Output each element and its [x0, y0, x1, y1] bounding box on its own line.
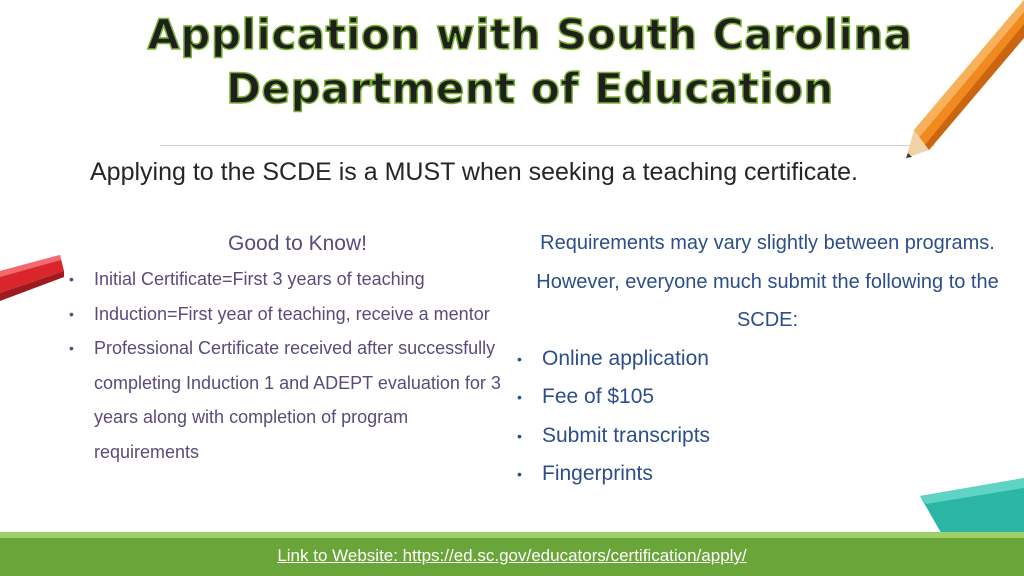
website-link[interactable]: Link to Website: https://ed.sc.gov/educators/certification/apply/ — [277, 546, 747, 565]
good-to-know-heading: Good to Know! — [228, 232, 367, 255]
good-to-know-section — [65, 232, 505, 469]
slide-subtitle: Applying to the SCDE is a MUST when seeking a teaching certificate. — [90, 158, 858, 186]
title-divider — [160, 145, 935, 146]
footer-highlight — [0, 532, 1024, 538]
pencil-icon — [904, 0, 1024, 160]
requirements-section — [515, 224, 1020, 494]
slide-title — [120, 8, 940, 116]
list-item: • Fee of $105 — [515, 378, 1020, 417]
requirements-intro: Requirements may vary slightly between programs. — [540, 232, 995, 254]
list-item: • Professional Certificate received after successfully completing Induction 1 and ADEPT evaluation for 3 years along with completion of program requirements — [65, 331, 505, 469]
list-item: • Initial Certificate=First 3 years of teaching — [65, 262, 505, 297]
list-item: • Fingerprints — [515, 455, 1020, 494]
requirements-submit-note: However, everyone much submit the following to the SCDE: — [536, 270, 999, 331]
title-line-2: Department of Education — [226, 64, 834, 113]
good-to-know-list — [65, 262, 505, 469]
crayon-icon — [0, 255, 66, 317]
title-line-1: Application with South Carolina — [147, 10, 913, 59]
teal-ribbon-icon — [920, 478, 1024, 538]
list-item: • Online application — [515, 340, 1020, 379]
requirements-list — [515, 340, 1020, 494]
list-item: • Induction=First year of teaching, receive a mentor — [65, 297, 505, 332]
list-item: • Submit transcripts — [515, 417, 1020, 456]
